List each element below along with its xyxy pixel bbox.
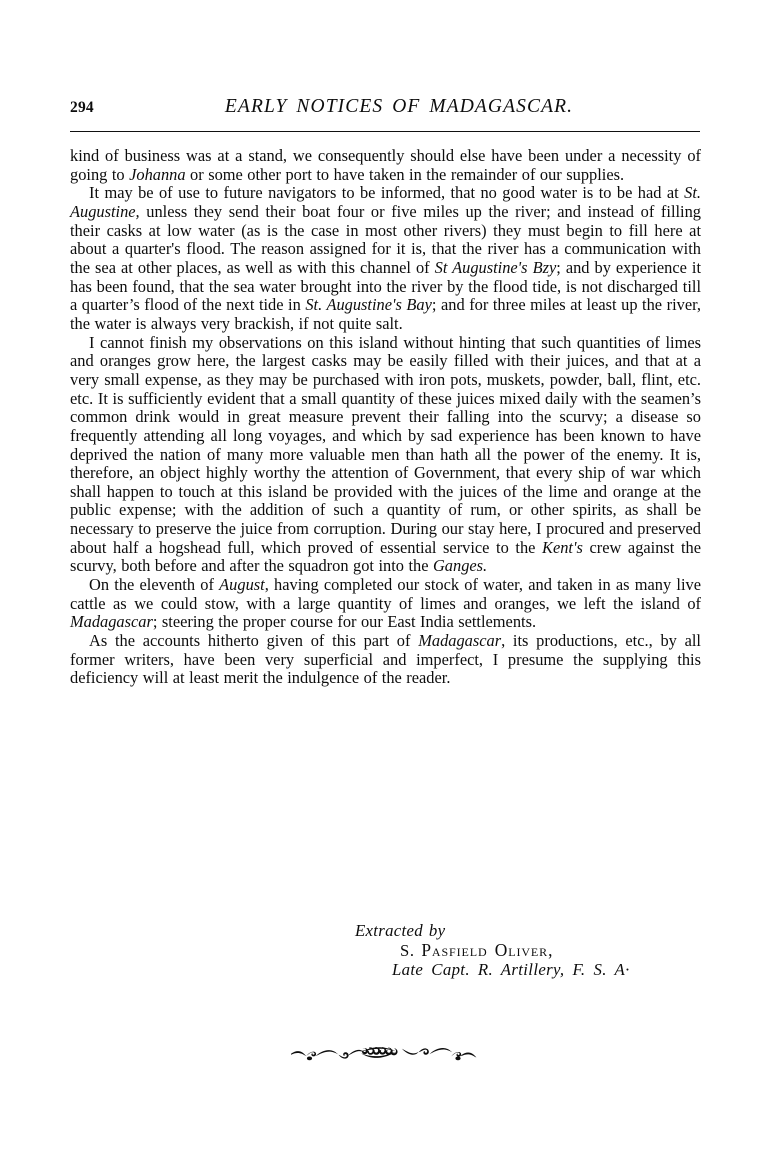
fleuron-divider xyxy=(0,1040,767,1064)
page-number: 294 xyxy=(70,99,94,116)
paragraph: On the eleventh of August, having completed our stock of water, and taken in as many live cattle as we could stow, with a large quantity of limes and oranges, we left the island of Madagascar; steering the proper course for our East India settlements. xyxy=(70,575,701,632)
author-name xyxy=(70,941,701,961)
running-head xyxy=(70,96,700,122)
author-surname: Pasfield Oliver, xyxy=(421,939,554,960)
author-rank: Late Capt. R. Artillery, F. S. A· xyxy=(392,960,630,980)
text-column xyxy=(70,147,701,688)
author-initial: S. xyxy=(400,940,422,960)
paragraph: As the accounts hitherto given of this part of Madagascar, its productions, etc., by all former writers, have been very superficial and imperfect, I presume the supplying this deficiency will at least merit the indulgence of the reader. xyxy=(70,631,701,688)
signature-block xyxy=(70,921,701,980)
header-rule xyxy=(70,131,700,132)
extracted-by-label: Extracted by xyxy=(355,921,446,940)
paragraph: I cannot finish my observations on this island without hinting that such quantities of limes and oranges grow here, the largest casks may be easily filled with their juices, and that at a very small expense, as they may be purchased with iron pots, muskets, powder, ball, flint, etc. etc. It is sufficiently evident that a small quantity of these juices mixed daily with the seamen’s common drink would in great measure prevent their falling into the scurvy; a disease so frequently attending all long voyages, and which by sad experience has been known to have deprived the nation of many more valuable men than hath all the power of the enemy. It is, therefore, an object highly worthy the attention of Government, that every ship of war which shall happen to touch at this island be provided with the juices of the lime and orange at the public expense; with the addition of such a quantity of rum, or other spirits, as shall be necessary to preserve the juice from corruption. During our stay here, I procured and preserved about half a hogshead full, which proved of essential service to the Kent's crew against the scurvy, both before and after the squadron got into the Ganges. xyxy=(70,332,701,576)
paragraph: kind of business was at a stand, we consequently should else have been under a necessity of going to Johanna or some other port to have taken in the remainder of our supplies. xyxy=(70,146,701,184)
paragraph: It may be of use to future navigators to be informed, that no good water is to be had at St. Augustine, unless they send their boat four or five miles up the river; and instead of filling their casks at low water (as is the case in most other rivers) they must begin to fill here at about a quarter's flood. The reason assigned for it is, that the river has a communication with the sea at other places, as well as with this channel of St Augustine's Bzy; and by experience it has been found, that the sea water brought into the river by the flood tide, is not discharged till a quarter’s flood of the next tide in St. Augustine's Bay; and for three miles at least up the river, the water is always very brackish, if not quite salt. xyxy=(70,183,702,333)
running-title: EARLY NOTICES OF MADAGASCAR. xyxy=(224,96,574,117)
